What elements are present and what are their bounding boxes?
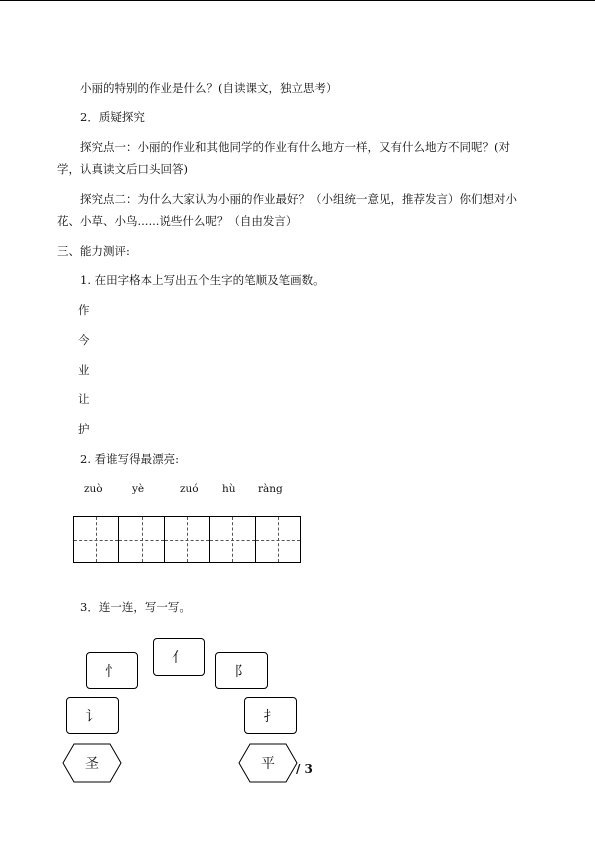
ability-test-heading: 三、能力测评: xyxy=(57,244,130,258)
pinyin-label: ràng xyxy=(258,483,283,495)
radical-box[interactable]: 扌 xyxy=(244,697,297,734)
grid-cell[interactable] xyxy=(165,517,210,562)
char-item: 作 xyxy=(78,303,90,317)
explore-point-one: 探究点一：小丽的作业和其他同学的作业有什么地方一样，又有什么地方不同呢？(对 xyxy=(80,140,510,154)
radical-box[interactable]: 阝 xyxy=(215,652,268,689)
radical-box[interactable]: 忄 xyxy=(86,652,138,689)
task-one: 1. 在田字格本上写出五个生字的笔顺及笔画数。 xyxy=(80,273,325,287)
page-number: / 3 xyxy=(296,762,313,776)
grid-cell[interactable] xyxy=(210,517,255,562)
section-heading: 2．质疑探究 xyxy=(80,110,145,124)
char-item: 让 xyxy=(78,392,90,406)
grid-cell[interactable] xyxy=(256,517,300,562)
pinyin-label: zuó xyxy=(180,483,199,495)
explore-point-one-cont: 学，认真读文后口头回答) xyxy=(57,162,188,176)
character-hexagon[interactable] xyxy=(238,743,298,783)
pinyin-label: yè xyxy=(132,483,145,495)
task-two: 2. 看谁写得最漂亮: xyxy=(80,452,180,466)
pinyin-label: hù xyxy=(222,483,236,495)
radical-box[interactable]: 讠 xyxy=(66,697,119,734)
char-item: 今 xyxy=(78,333,90,347)
question-line: 小丽的特别的作业是什么？(自读课文，独立思考） xyxy=(80,81,338,95)
task-three: 3．连一连，写一写。 xyxy=(80,600,191,614)
radical-box[interactable]: 亻 xyxy=(153,638,205,676)
explore-point-two: 探究点二：为什么大家认为小丽的作业最好？（小组统一意见，推荐发言）你们想对小 xyxy=(80,192,517,206)
top-rule xyxy=(0,0,595,1)
pinyin-label: zuò xyxy=(84,483,103,495)
character-hexagon[interactable] xyxy=(62,743,122,783)
hexagon-label: 平 xyxy=(261,756,275,772)
tianzige-grid[interactable] xyxy=(73,516,301,563)
hexagon-label: 圣 xyxy=(85,756,99,772)
char-item: 业 xyxy=(78,363,90,377)
char-item: 护 xyxy=(78,422,90,436)
explore-point-two-cont: 花、小草、小鸟......说些什么呢？（自由发言） xyxy=(57,214,298,228)
grid-cell[interactable] xyxy=(74,517,119,562)
grid-cell[interactable] xyxy=(119,517,164,562)
